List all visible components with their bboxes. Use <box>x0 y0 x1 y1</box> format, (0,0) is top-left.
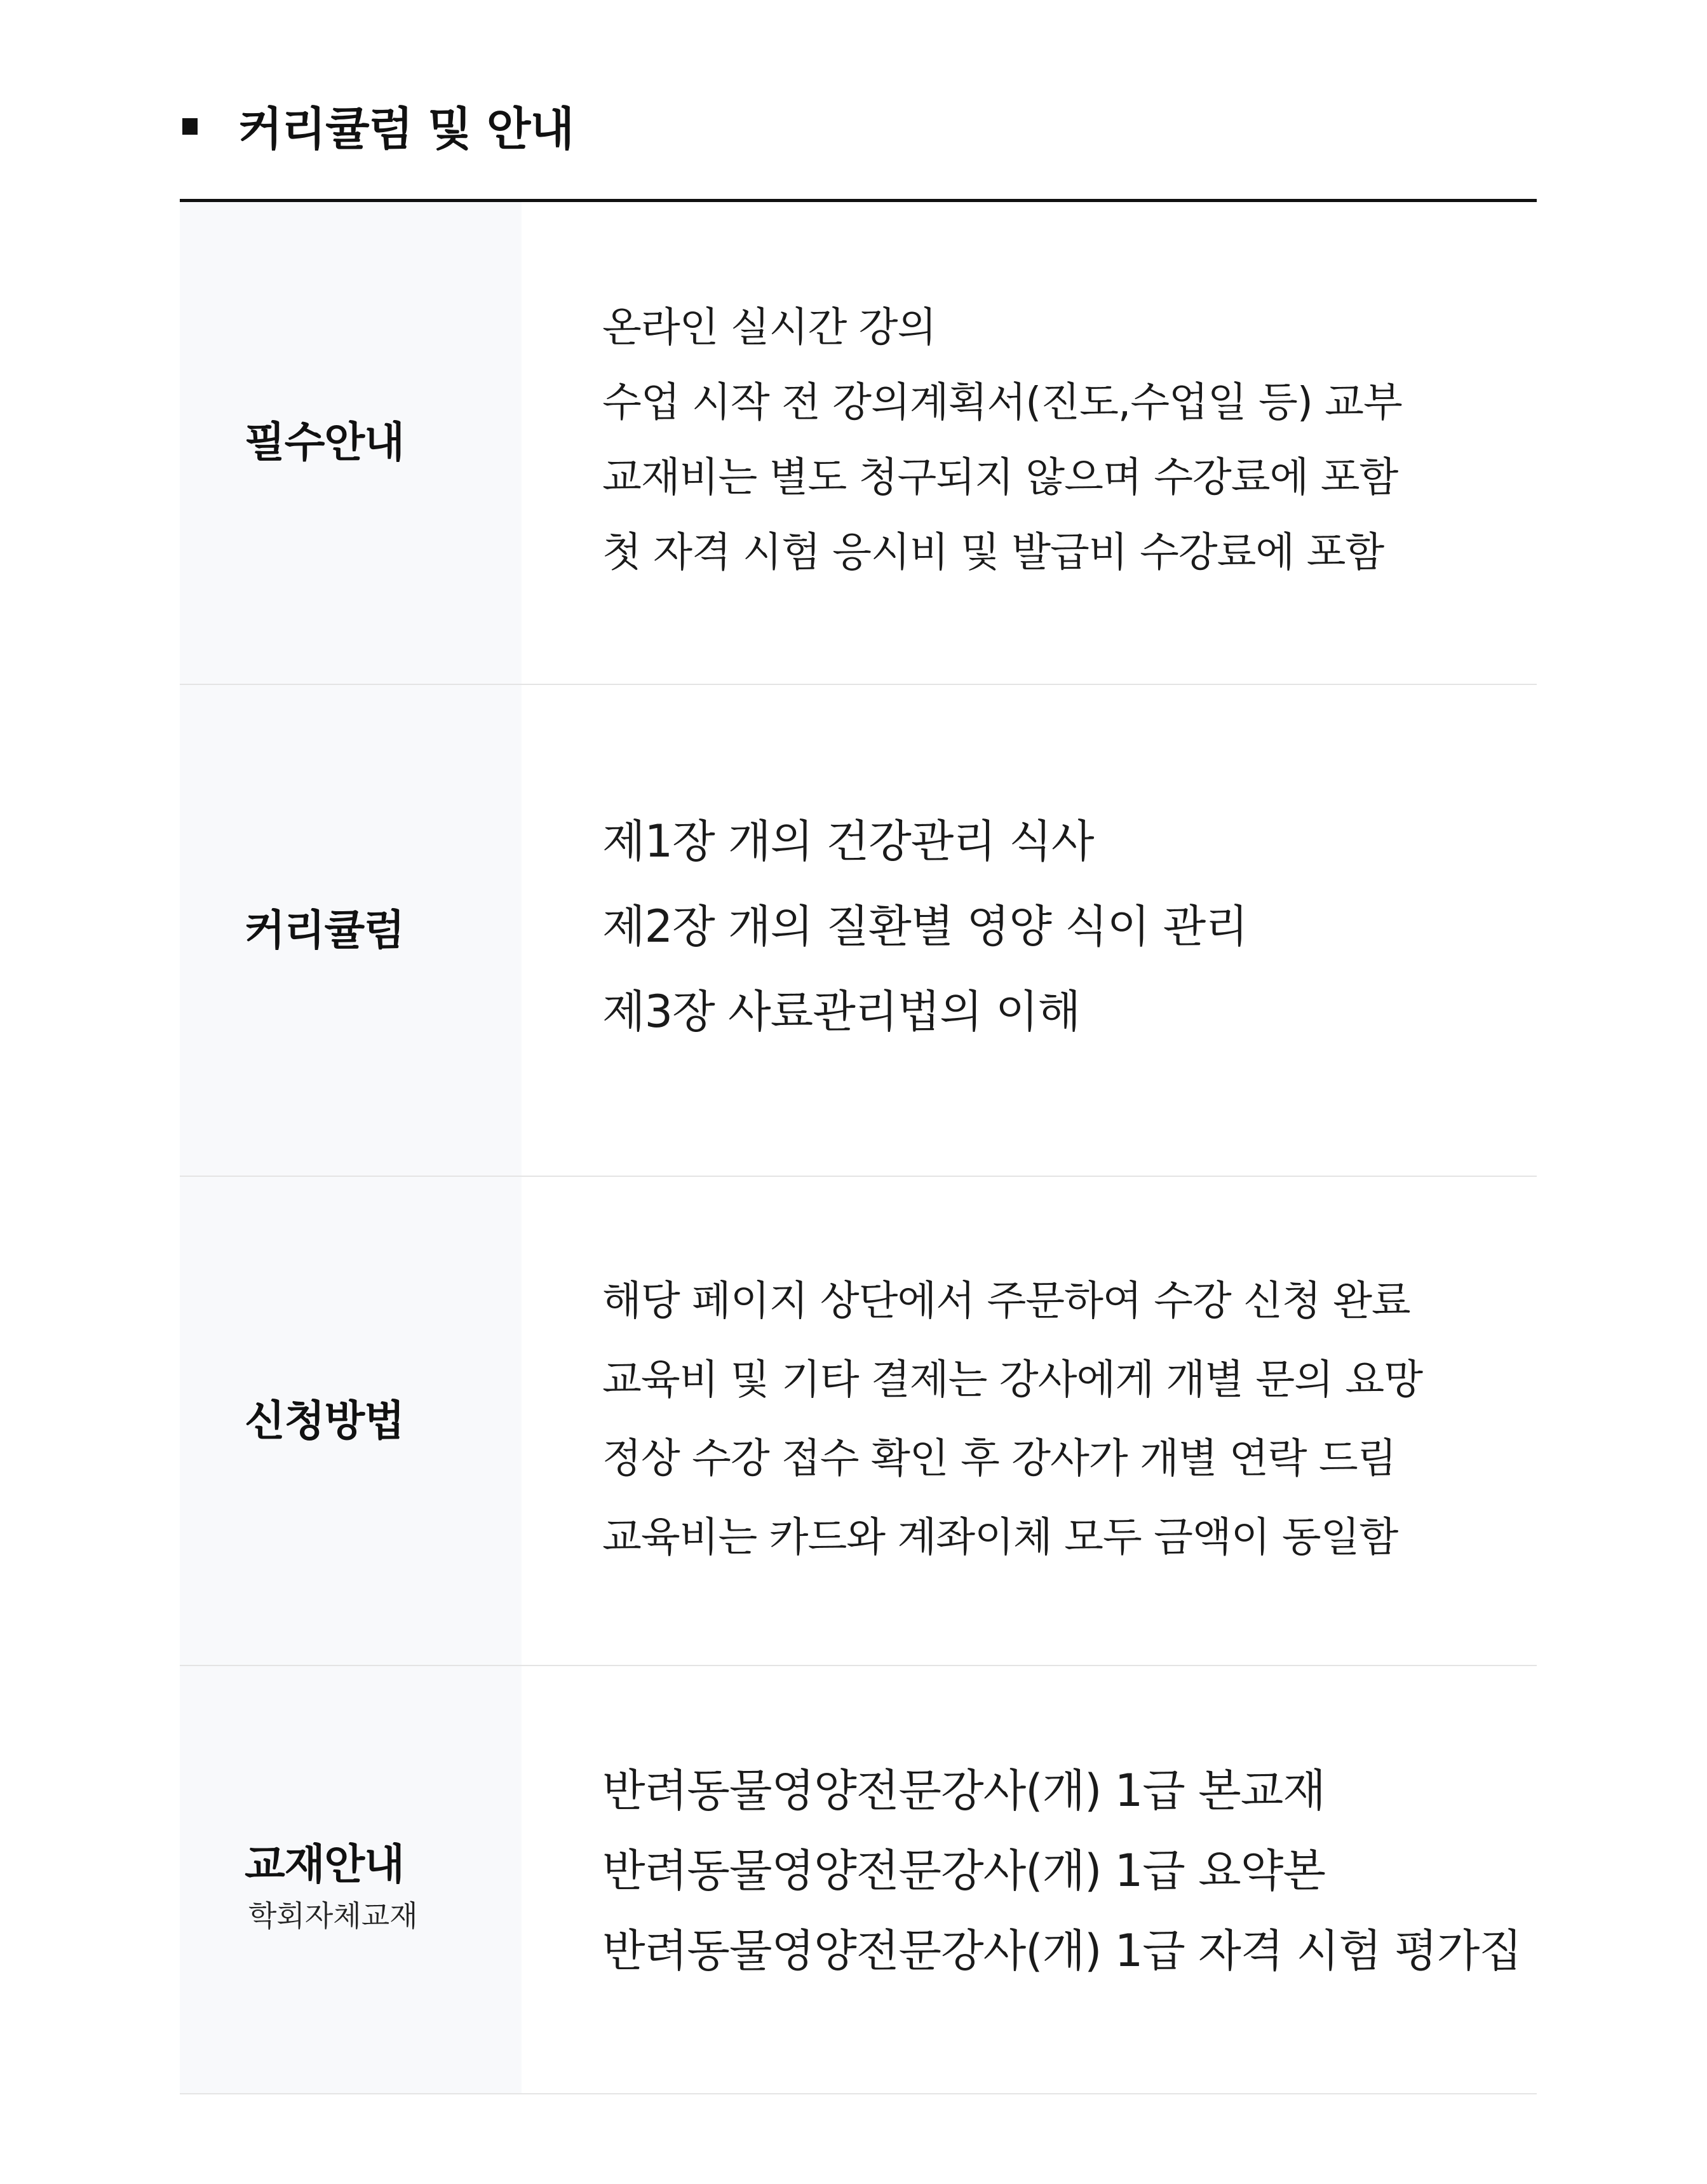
content-line: 교재비는 별도 청구되지 않으며 수강료에 포함 <box>602 454 1398 501</box>
content-line: 교육비는 카드와 계좌이체 모두 금액이 동일함 <box>602 1514 1398 1561</box>
content-line: 정상 수강 접수 확인 후 강사가 개별 연락 드림 <box>602 1435 1396 1482</box>
content-line: 제1장 개의 건강관리 식사 <box>602 815 1094 867</box>
info-row-application <box>180 1177 1537 1666</box>
row-label-cell <box>180 685 522 1176</box>
row-label-cell <box>180 202 522 684</box>
info-row-textbook <box>180 1666 1537 2094</box>
row-label: 교재안내 <box>245 1840 405 1889</box>
row-content <box>602 1177 1523 1666</box>
content-line: 온라인 실시간 강의 <box>602 304 936 351</box>
content-line: 제3장 사료관리법의 이해 <box>602 986 1081 1038</box>
section-header <box>180 0 1537 202</box>
content-line: 교육비 및 기타 결제는 강사에게 개별 문의 요망 <box>602 1357 1423 1404</box>
info-row-curriculum <box>180 685 1537 1177</box>
row-content <box>602 685 1523 1177</box>
content-line: 반려동물영양전문강사(개) 1급 요약본 <box>602 1845 1325 1897</box>
row-sublabel: 학회자체교재 <box>248 1899 418 1933</box>
content-line: 해당 페이지 상단에서 주문하여 수강 신청 완료 <box>602 1278 1410 1325</box>
content-line: 수업 시작 전 강의계획서(진도,수업일 등) 교부 <box>602 379 1402 426</box>
row-label: 필수안내 <box>245 417 405 467</box>
row-content <box>602 202 1523 685</box>
row-label: 커리큘럼 <box>245 905 405 955</box>
info-row-required <box>180 202 1537 685</box>
row-content <box>602 1666 1523 2094</box>
row-label: 신청방법 <box>245 1396 405 1446</box>
row-label-cell <box>180 1666 522 2093</box>
content-line: 반려동물영양전문강사(개) 1급 자격 시험 평가집 <box>602 1925 1521 1977</box>
content-line: 첫 자격 시험 응시비 및 발급비 수강료에 포함 <box>602 529 1384 576</box>
square-bullet-icon <box>182 118 198 135</box>
section-title: 커리큘럼 및 안내 <box>238 102 574 156</box>
content-line: 반려동물영양전문강사(개) 1급 본교재 <box>602 1765 1325 1817</box>
content-line: 제2장 개의 질환별 영양 식이 관리 <box>602 900 1248 953</box>
row-label-cell <box>180 1177 522 1665</box>
